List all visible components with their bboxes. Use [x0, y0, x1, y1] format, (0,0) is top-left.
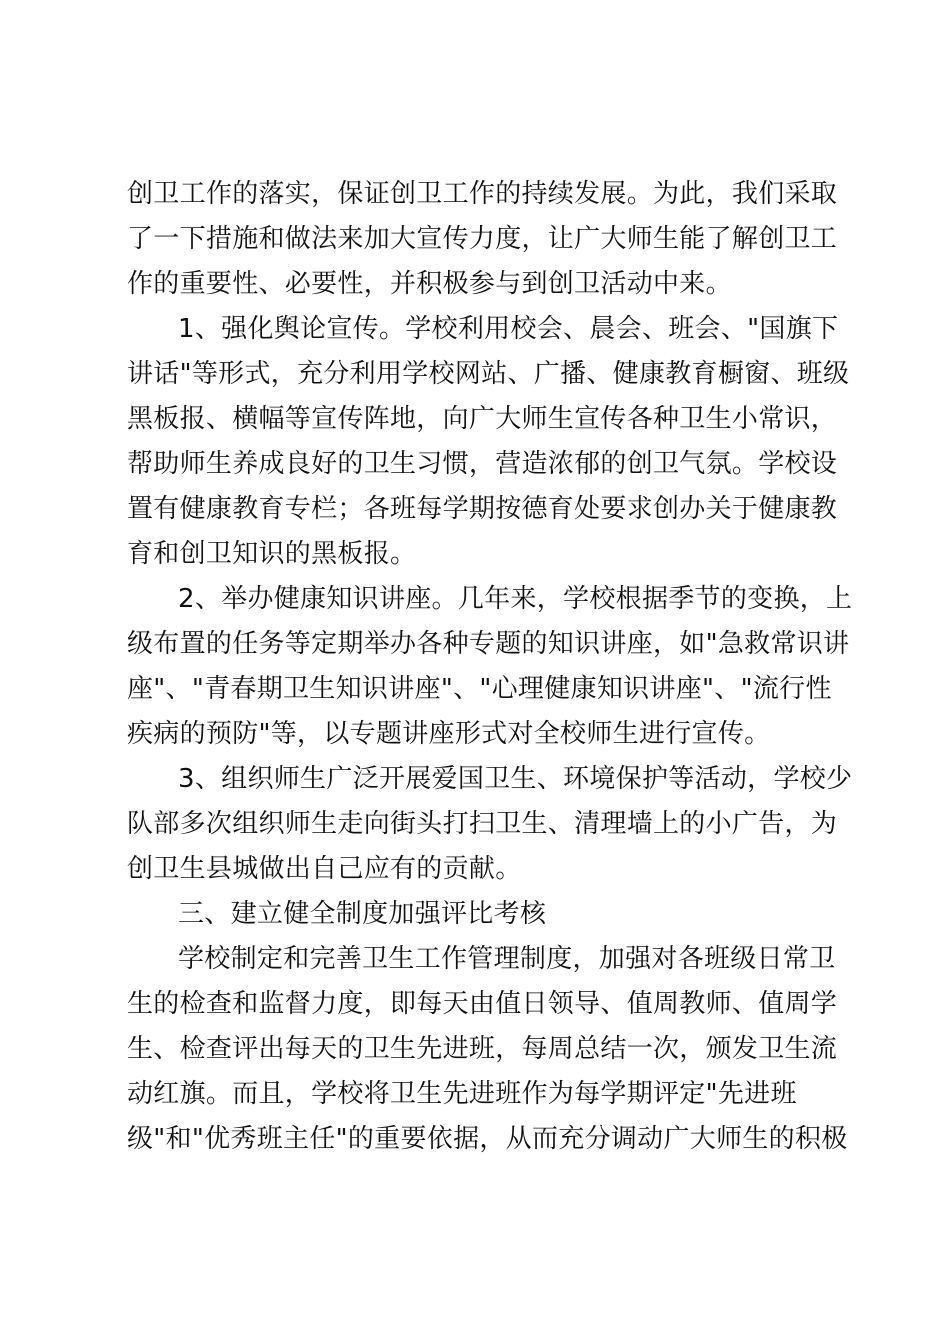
text-line: 座"、"青春期卫生知识讲座"、"心理健康知识讲座"、"流行性: [127, 674, 832, 704]
paragraph-first-line: 3、组织师生广泛开展爱国卫生、环境保护等活动，学校少: [178, 764, 853, 794]
text-line: 了一下措施和做法来加大宣传力度，让广大师生能了解创卫工: [127, 224, 838, 254]
paragraph-first-line: 学校制定和完善卫生工作管理制度，加强对各班级日常卫: [178, 944, 836, 974]
text-line: 疾病的预防"等，以专题讲座形式对全校师生进行宣传。: [127, 719, 771, 749]
text-line: 帮助师生养成良好的卫生习惯，营造浓郁的创卫气氛。学校设: [127, 449, 838, 479]
paragraph-first-line: 2、举办健康知识讲座。几年来，学校根据季节的变换，上: [178, 584, 853, 614]
text-line: 创卫生县城做出自己应有的贡献。: [127, 854, 522, 884]
text-line: 队部多次组织师生走向街头打扫卫生、清理墙上的小广告，为: [127, 809, 838, 839]
text-line: 级布置的任务等定期举办各种专题的知识讲座，如"急救常识讲: [127, 629, 850, 659]
text-line: 生的检查和监督力度，即每天由值日领导、值周教师、值周学: [127, 989, 838, 1019]
text-line: 作的重要性、必要性，并积极参与到创卫活动中来。: [127, 269, 732, 299]
text-line: 黑板报、横幅等宣传阵地，向广大师生宣传各种卫生小常识，: [127, 404, 838, 434]
text-line: 讲话"等形式，充分利用学校网站、广播、健康教育橱窗、班级: [127, 359, 850, 389]
text-line: 级"和"优秀班主任"的重要依据，从而充分调动广大师生的积极: [127, 1124, 848, 1154]
text-line: 育和创卫知识的黑板报。: [127, 539, 417, 569]
text-line: 动红旗。而且，学校将卫生先进班作为每学期评定"先进班: [127, 1079, 797, 1109]
paragraph-first-line: 1、强化舆论宣传。学校利用校会、晨会、班会、"国旗下: [178, 314, 839, 344]
section-heading: 三、建立健全制度加强评比考核: [178, 899, 547, 929]
text-line: 置有健康教育专栏；各班每学期按德育处要求创办关于健康教: [127, 494, 838, 524]
text-line: 生、检查评出每天的卫生先进班，每周总结一次，颁发卫生流: [127, 1034, 838, 1064]
text-line: 创卫工作的落实，保证创卫工作的持续发展。为此，我们采取: [127, 179, 838, 209]
